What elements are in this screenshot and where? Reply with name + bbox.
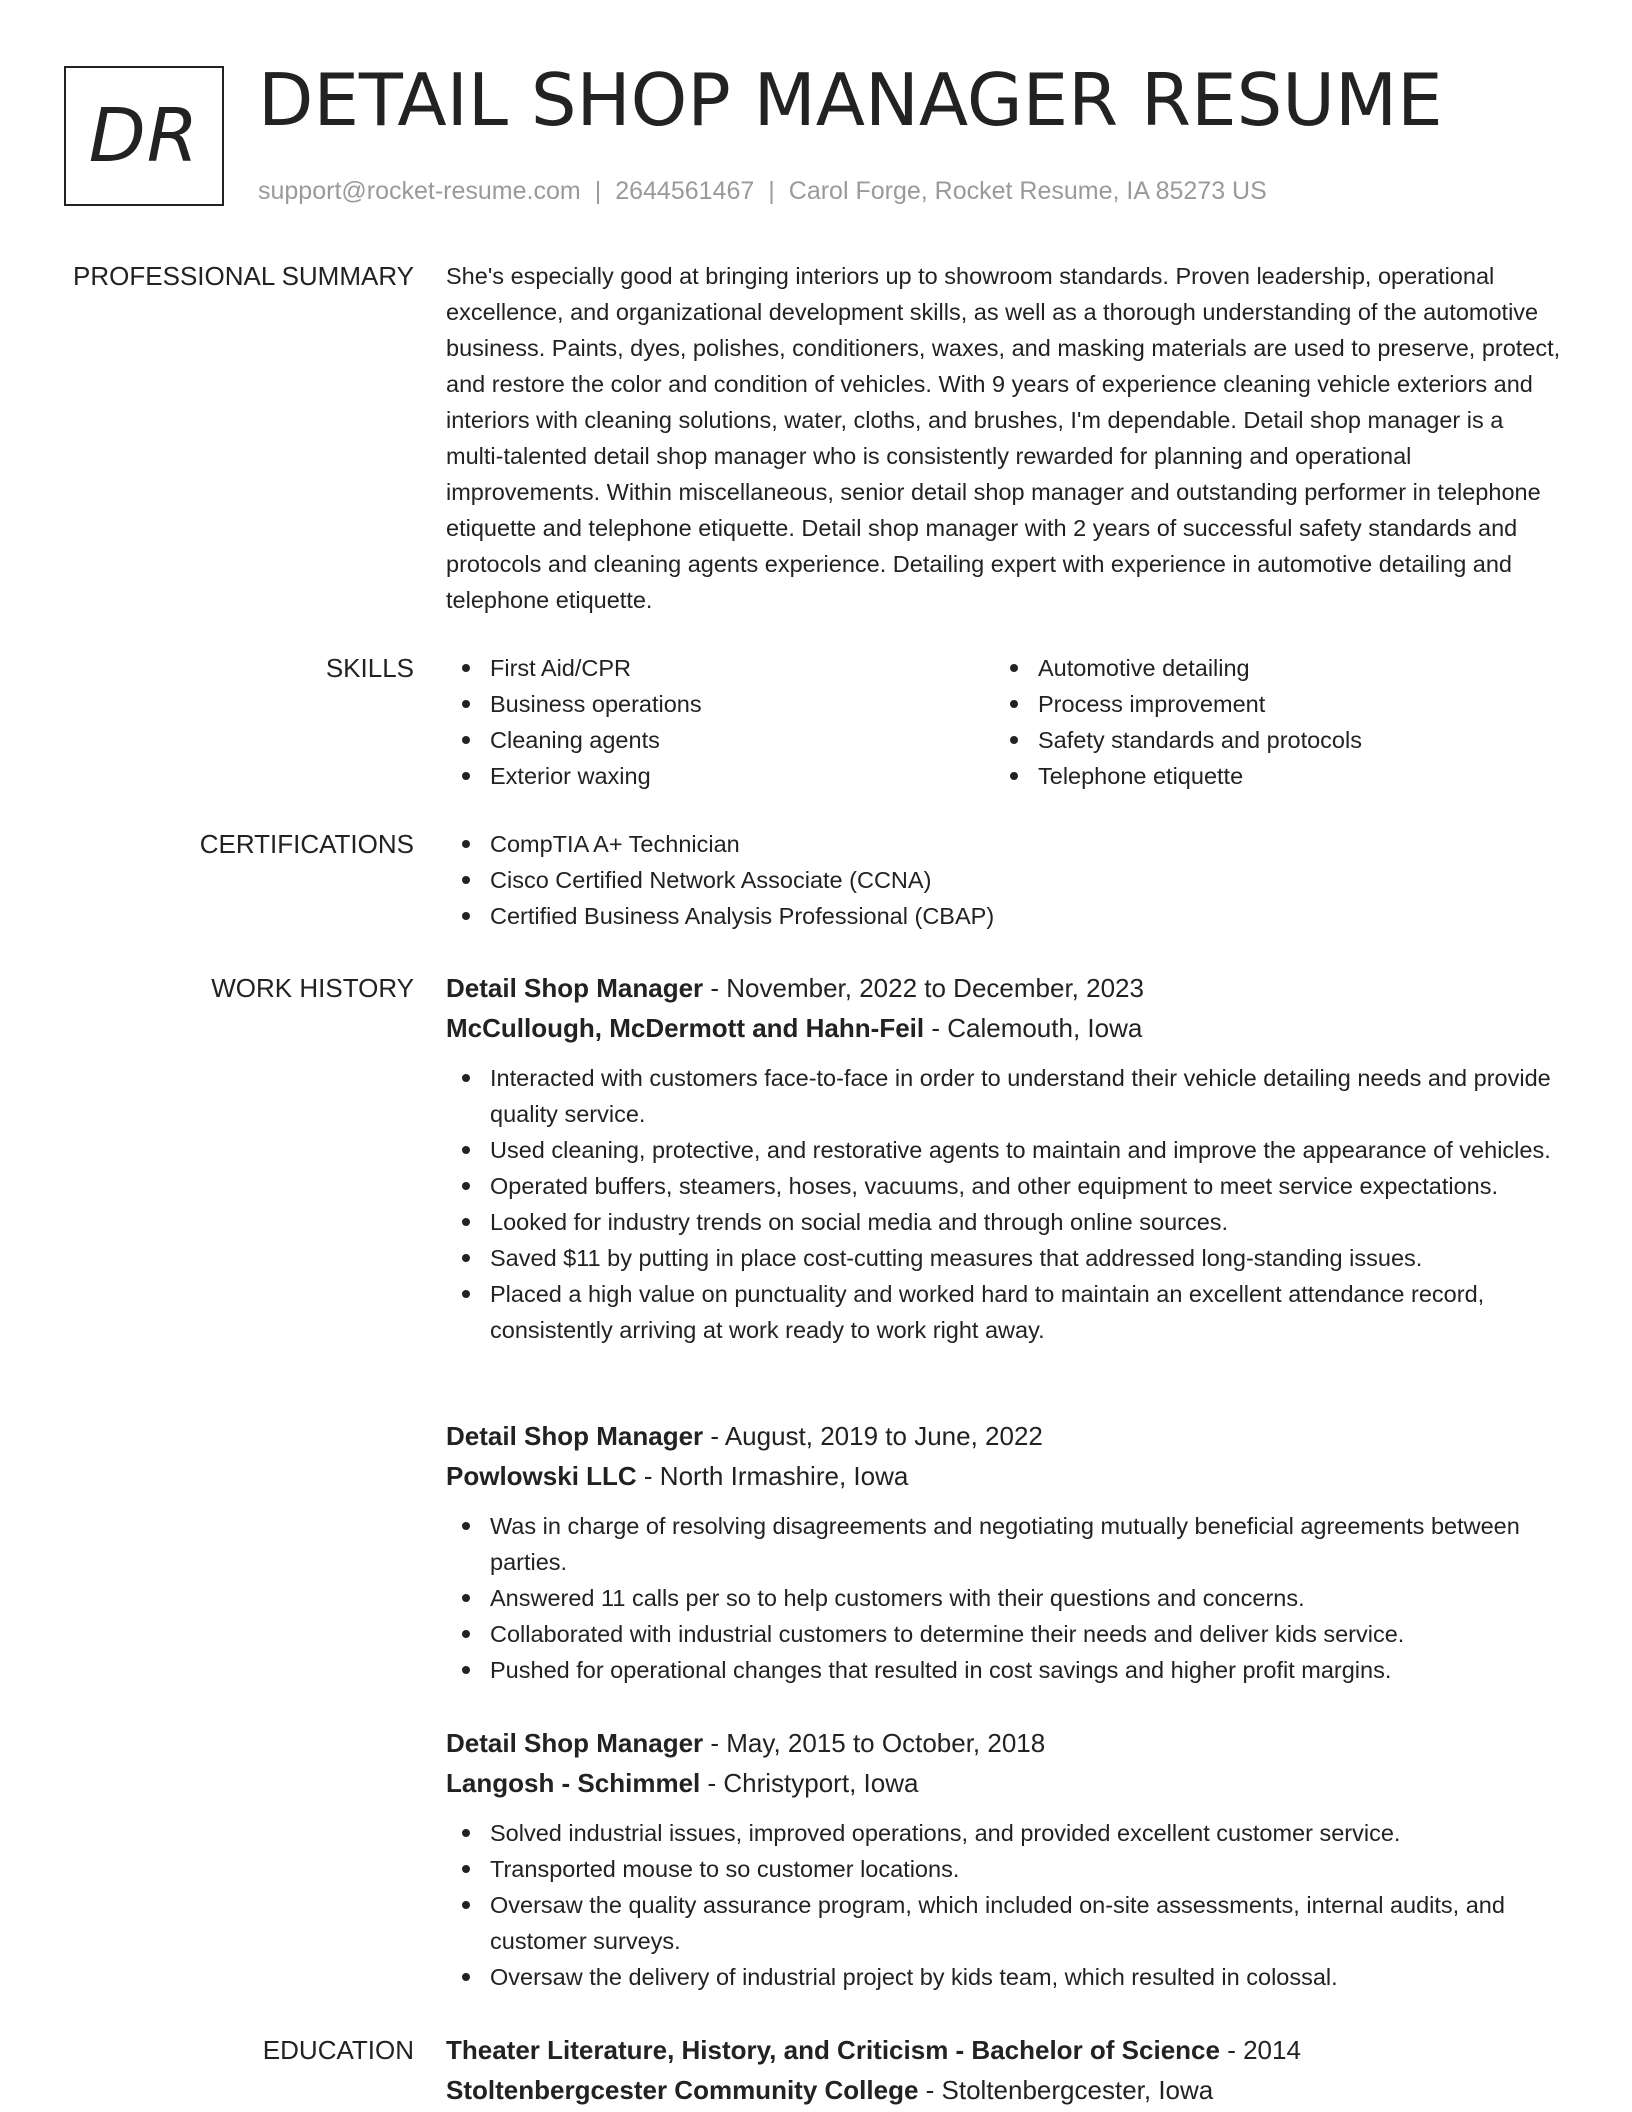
job-company-line [446, 1008, 1562, 1048]
job-dates: - November, 2022 to December, 2023 [703, 973, 1144, 1003]
job-bullet: Oversaw the quality assurance program, which included on-site assessments, internal audits, and customer surveys. [446, 1887, 1562, 1959]
education-year: - 2014 [1219, 2035, 1301, 2065]
work-history-heading: WORK HISTORY [211, 973, 414, 1003]
job-bullets [446, 1508, 1562, 1688]
summary-text: She's especially good at bringing interiors up to showroom standards. Proven leadership, operational excellence, and organizational development skills, as well as a thorough understanding of the automotive business. Paints, dyes, polishes, conditioners, waxes, and masking materials are used to preserve, protect, and restore the color and condition of vehicles. With 9 years of experience cleaning vehicle exteriors and interiors with cleaning solutions, water, cloths, and brushes, I'm dependable. Detail shop manager is a multi-talented detail shop manager who is consistently rewarded for planning and operational improvements. Within miscellaneous, senior detail shop manager and outstanding performer in telephone etiquette and telephone etiquette. Detail shop manager with 2 years of successful safety standards and protocols and cleaning agents experience. Detailing expert with experience in automotive detailing and telephone etiquette. [446, 263, 1561, 613]
skill-item: Safety standards and protocols [994, 722, 1542, 758]
job-bullets [446, 1060, 1562, 1348]
skill-item: Business operations [446, 686, 994, 722]
job-bullet: Solved industrial issues, improved operations, and provided excellent customer service. [446, 1815, 1562, 1851]
contact-address: Carol Forge, Rocket Resume, IA 85273 US [788, 177, 1267, 205]
job-location: - Christyport, Iowa [700, 1768, 919, 1798]
job-title: Detail Shop Manager [446, 973, 704, 1003]
skill-item: Process improvement [994, 686, 1542, 722]
job-dates: - May, 2015 to October, 2018 [703, 1728, 1046, 1758]
education-location: - Stoltenbergcester, Iowa [918, 2075, 1214, 2105]
job-title-line [446, 1723, 1562, 1763]
skills-heading: SKILLS [325, 653, 414, 683]
page-title: DETAIL SHOP MANAGER RESUME [258, 58, 1443, 142]
certification-item: Certified Business Analysis Professional (CBAP) [446, 898, 1562, 934]
job-dates: - August, 2019 to June, 2022 [703, 1421, 1043, 1451]
certification-item: Cisco Certified Network Associate (CCNA) [446, 862, 1562, 898]
job-bullet: Used cleaning, protective, and restorative agents to maintain and improve the appearance of vehicles. [446, 1132, 1562, 1168]
job-bullet: Oversaw the delivery of industrial project by kids team, which resulted in colossal. [446, 1959, 1562, 1995]
education-degree: Theater Literature, History, and Criticism - Bachelor of Science [446, 2035, 1220, 2065]
job-company: Langosh - Schimmel [446, 1768, 701, 1798]
job-bullet: Interacted with customers face-to-face in order to understand their vehicle detailing needs and provide quality service. [446, 1060, 1562, 1132]
job-entry [446, 1416, 1562, 1688]
job-company: Powlowski LLC [446, 1461, 637, 1491]
certification-item: CompTIA A+ Technician [446, 826, 1562, 862]
job-entry [446, 1723, 1562, 1995]
skill-item: Exterior waxing [446, 758, 994, 794]
job-bullet: Looked for industry trends on social media and through online sources. [446, 1204, 1562, 1240]
contact-email[interactable]: support@rocket-resume.com [258, 177, 581, 205]
contact-phone[interactable]: 2644561467 [615, 177, 755, 205]
contact-line [258, 174, 1267, 208]
skill-item: Telephone etiquette [994, 758, 1542, 794]
skills-list-right [994, 650, 1542, 794]
contact-separator: | [594, 177, 602, 205]
education-degree-line [446, 2030, 1562, 2070]
certifications-heading: CERTIFICATIONS [199, 829, 414, 859]
job-bullets [446, 1815, 1562, 1995]
certifications-list [446, 826, 1562, 934]
job-bullet: Answered 11 calls per so to help customers with their questions and concerns. [446, 1580, 1562, 1616]
skill-item: Automotive detailing [994, 650, 1542, 686]
job-bullet: Transported mouse to so customer locations. [446, 1851, 1562, 1887]
job-title: Detail Shop Manager [446, 1421, 704, 1451]
job-bullet: Was in charge of resolving disagreements and negotiating mutually beneficial agreements between parties. [446, 1508, 1562, 1580]
job-company: McCullough, McDermott and Hahn-Feil [446, 1013, 925, 1043]
job-bullet: Placed a high value on punctuality and worked hard to maintain an excellent attendance record, consistently arriving at work ready to work right away. [446, 1276, 1562, 1348]
job-company-line [446, 1763, 1562, 1803]
job-company-line [446, 1456, 1562, 1496]
education-school: Stoltenbergcester Community College [446, 2075, 919, 2105]
job-title-line [446, 968, 1562, 1008]
job-bullet: Saved $11 by putting in place cost-cutting measures that addressed long-standing issues. [446, 1240, 1562, 1276]
job-title-line [446, 1416, 1562, 1456]
education-heading: EDUCATION [262, 2035, 414, 2065]
job-bullet: Operated buffers, steamers, hoses, vacuums, and other equipment to meet service expectations. [446, 1168, 1562, 1204]
job-location: - North Irmashire, Iowa [636, 1461, 909, 1491]
skills-list-left [446, 650, 994, 794]
job-bullet: Pushed for operational changes that resulted in cost savings and higher profit margins. [446, 1652, 1562, 1688]
contact-separator: | [768, 177, 775, 205]
job-bullet: Collaborated with industrial customers to determine their needs and deliver kids service. [446, 1616, 1562, 1652]
skill-item: Cleaning agents [446, 722, 994, 758]
skill-item: First Aid/CPR [446, 650, 994, 686]
job-location: - Calemouth, Iowa [924, 1013, 1143, 1043]
monogram-logo: DR [64, 66, 224, 206]
education-school-line [446, 2070, 1562, 2110]
job-title: Detail Shop Manager [446, 1728, 704, 1758]
job-entry [446, 968, 1562, 1348]
summary-heading: PROFESSIONAL SUMMARY [73, 261, 414, 291]
